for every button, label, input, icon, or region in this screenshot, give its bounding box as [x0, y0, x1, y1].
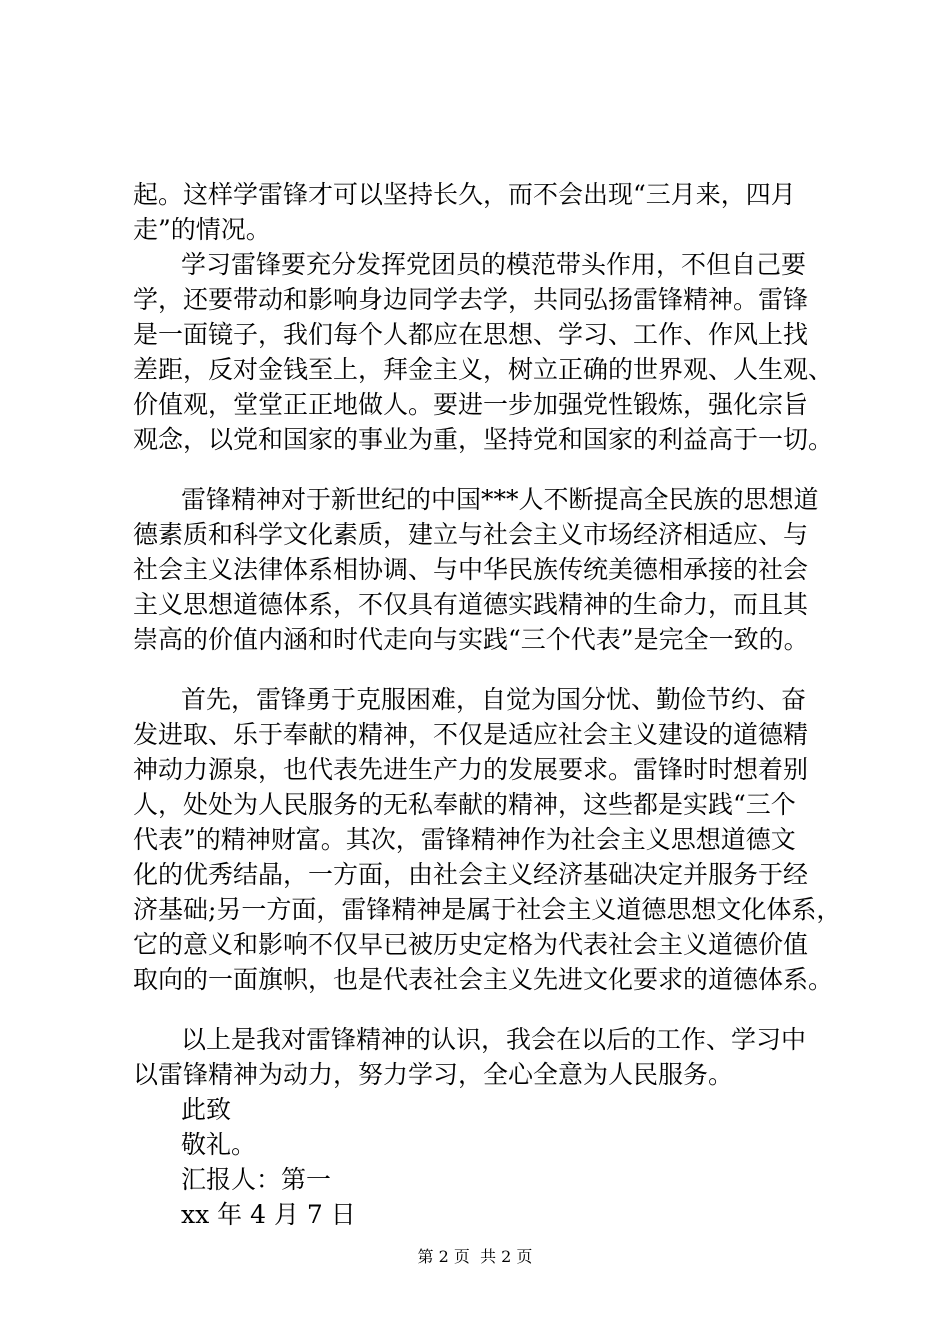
paragraph-2: [133, 247, 853, 457]
paragraph-line: 主义思想道德体系，不仅具有道德实践精神的生命力，而且其: [133, 590, 809, 619]
paragraph-line: 走”的情况。: [133, 215, 271, 244]
paragraph-line: 它的意义和影响不仅早已被历史定格为代表社会主义道德价值: [133, 930, 809, 959]
paragraph-line: 人，处处为人民服务的无私奉献的精神，这些都是实践“三个: [133, 790, 796, 819]
page-number-label: 第 2 页 共 2 页: [417, 1247, 533, 1266]
reporter-signature: 汇报人：第一: [181, 1165, 332, 1194]
paragraph-line: 起。这样学雷锋才可以坚持长久，而不会出现“三月来，四月: [133, 180, 796, 209]
paragraph-4: [133, 682, 853, 997]
paragraph-line: 神动力源泉，也代表先进生产力的发展要求。雷锋时时想着别: [133, 755, 809, 784]
paragraph-line: 学，还要带动和影响身边同学去学，共同弘扬雷锋精神。雷锋: [133, 285, 809, 314]
paragraph-5: [133, 1022, 853, 1092]
document-body: [133, 177, 853, 1232]
paragraph-1: [133, 177, 853, 247]
paragraph-line: 雷锋精神对于新世纪的中国***人不断提高全民族的思想道: [181, 485, 819, 514]
paragraph-line: 价值观，堂堂正正地做人。要进一步加强党性锻炼，强化宗旨: [133, 390, 809, 419]
paragraph-line: 首先，雷锋勇于克服困难，自觉为国分忧、勤俭节约、奋: [181, 685, 807, 714]
paragraph-line: 发进取、乐于奉献的精神，不仅是适应社会主义建设的道德精: [133, 720, 809, 749]
paragraph-spacer: [133, 657, 853, 682]
closing-salutation-2: 敬礼。: [181, 1130, 257, 1159]
paragraph-spacer: [133, 457, 853, 482]
paragraph-line: 以雷锋精神为动力，努力学习，全心全意为人民服务。: [133, 1060, 734, 1089]
paragraph-3: [133, 482, 853, 657]
paragraph-line: 化的优秀结晶，一方面，由社会主义经济基础决定并服务于经: [133, 860, 809, 889]
paragraph-line: 学习雷锋要充分发挥党团员的模范带头作用，不但自己要: [181, 250, 807, 279]
paragraph-line: 济基础;另一方面，雷锋精神是属于社会主义道德思想文化体系，: [133, 895, 842, 924]
paragraph-line: 差距，反对金钱至上，拜金主义，树立正确的世界观、人生观、: [133, 355, 834, 384]
paragraph-line: 崇高的价值内涵和时代走向与实践“三个代表”是完全一致的。: [133, 625, 809, 654]
closing-block: [133, 1092, 853, 1232]
paragraph-line: 代表”的精神财富。其次，雷锋精神作为社会主义思想道德文: [133, 825, 796, 854]
paragraph-spacer: [133, 997, 853, 1022]
paragraph-line: 德素质和科学文化素质，建立与社会主义市场经济相适应、与: [133, 520, 809, 549]
paragraph-line: 是一面镜子，我们每个人都应在思想、学习、工作、作风上找: [133, 320, 809, 349]
report-date: xx 年 4 月 7 日: [181, 1200, 356, 1229]
paragraph-line: 观念，以党和国家的事业为重，坚持党和国家的利益高于一切。: [133, 425, 834, 454]
paragraph-line: 社会主义法律体系相协调、与中华民族传统美德相承接的社会: [133, 555, 809, 584]
paragraph-line: 以上是我对雷锋精神的认识，我会在以后的工作、学习中: [181, 1025, 807, 1054]
page-footer: [0, 1244, 950, 1267]
paragraph-line: 取向的一面旗帜，也是代表社会主义先进文化要求的道德体系。: [133, 965, 834, 994]
closing-salutation-1: 此致: [181, 1095, 232, 1124]
